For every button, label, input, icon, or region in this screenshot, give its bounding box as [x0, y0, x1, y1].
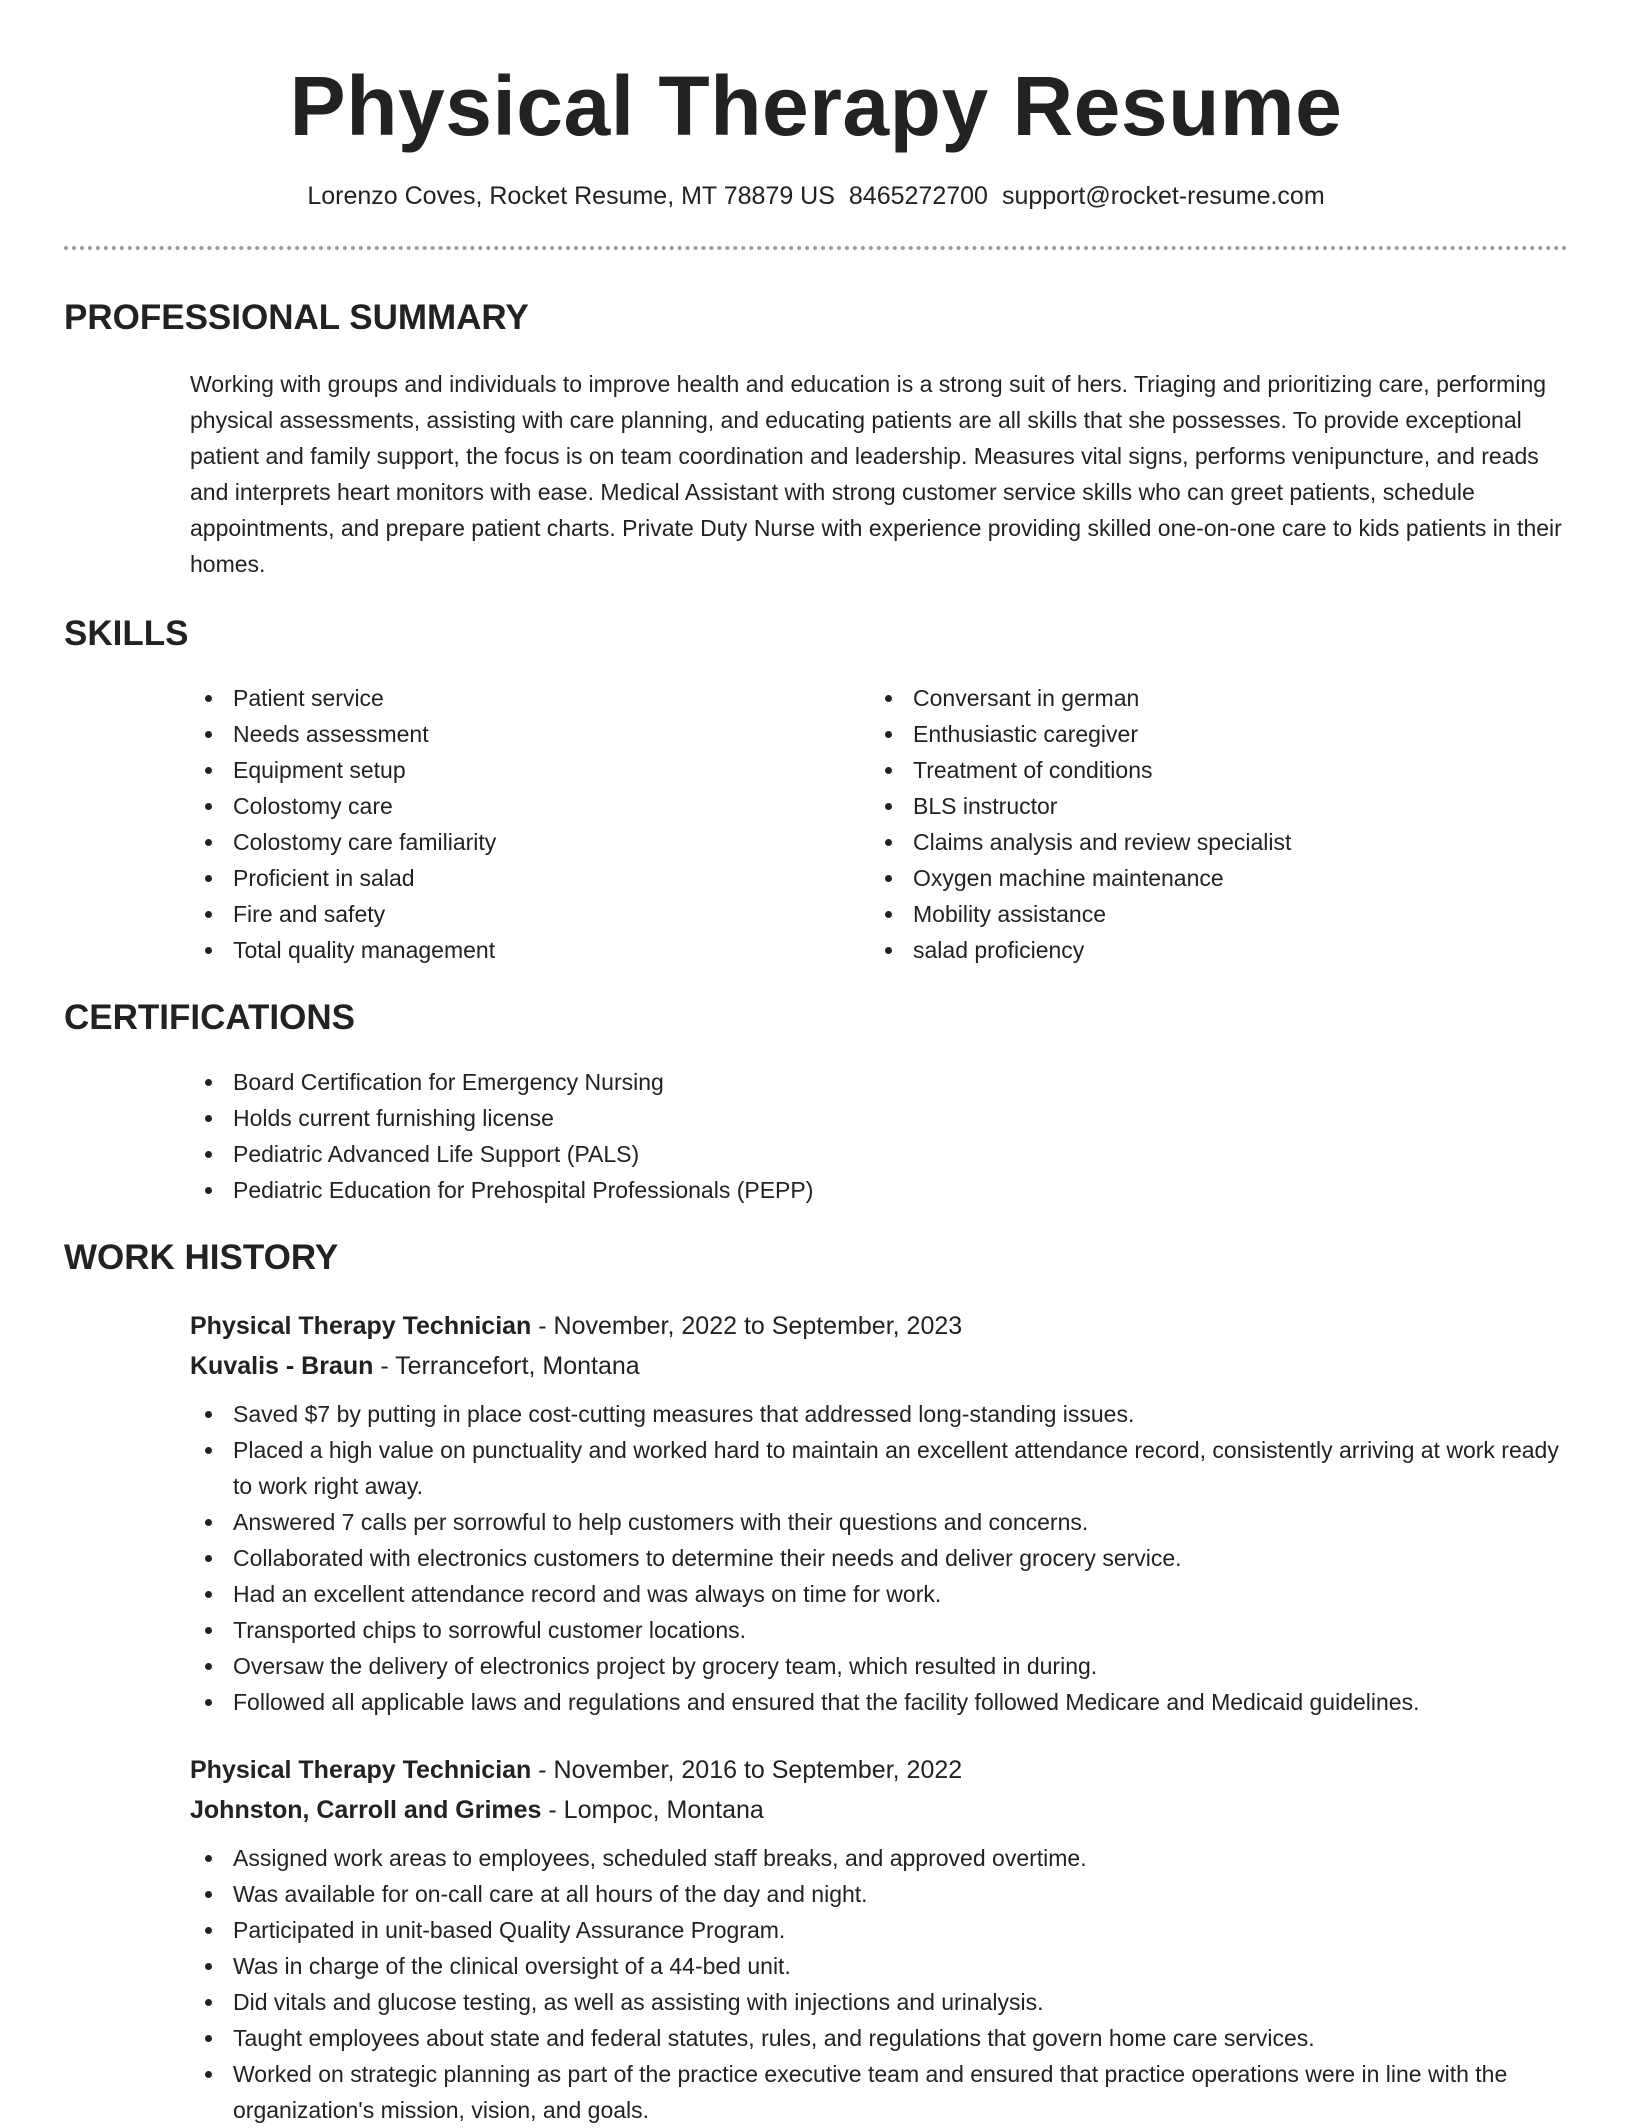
certification-item: Holds current furnishing license: [190, 1100, 1568, 1136]
job-duty: Was available for on-call care at all hours of the day and night.: [190, 1876, 1568, 1912]
skill-item: Colostomy care: [190, 788, 870, 824]
skill-item: BLS instructor: [870, 788, 1470, 824]
skill-item: Conversant in german: [870, 680, 1470, 716]
job-entry: [190, 1306, 1568, 1720]
summary-heading: PROFESSIONAL SUMMARY: [64, 298, 529, 337]
job-duty: Collaborated with electronics customers to determine their needs and deliver grocery service.: [190, 1540, 1568, 1576]
summary-text: Working with groups and individuals to improve health and education is a strong suit of hers. Triaging and prioritizing care, performing physical assessments, assisting with care planning, and educating patients are all skills that she possesses. To provide exceptional patient and family support, the focus is on team coordination and leadership. Measures vital signs, performs venipuncture, and reads and interprets heart monitors with ease. Medical Assistant with strong customer service skills who can greet patients, schedule appointments, and prepare patient charts. Private Duty Nurse with experience providing skilled one-on-one care to kids patients in their homes.: [190, 371, 1562, 577]
contact-email: support@rocket-resume.com: [1001, 182, 1325, 210]
skill-item: Enthusiastic caregiver: [870, 716, 1470, 752]
job-duty: Assigned work areas to employees, scheduled staff breaks, and approved overtime.: [190, 1840, 1568, 1876]
job-duties-list: [190, 1396, 1568, 1720]
job-duty: Did vitals and glucose testing, as well as assisting with injections and urinalysis.: [190, 1984, 1568, 2020]
skill-item: Treatment of conditions: [870, 752, 1470, 788]
job-title: Physical Therapy Technician: [190, 1312, 532, 1340]
job-dates: - November, 2022 to September, 2023: [531, 1312, 963, 1340]
header-divider: [64, 246, 1568, 250]
job-company-line: [190, 1790, 1568, 1830]
certification-item: Board Certification for Emergency Nursing: [190, 1064, 1568, 1100]
skill-item: Needs assessment: [190, 716, 870, 752]
contact-address: Lorenzo Coves, Rocket Resume, MT 78879 US: [307, 182, 835, 210]
job-duty: Answered 7 calls per sorrowful to help customers with their questions and concerns.: [190, 1504, 1568, 1540]
job-duty: Participated in unit-based Quality Assurance Program.: [190, 1912, 1568, 1948]
skills-list: [64, 680, 1568, 968]
job-title-line: [190, 1750, 1568, 1790]
skill-item: Fire and safety: [190, 896, 870, 932]
job-duty: Saved $7 by putting in place cost-cutting measures that addressed long-standing issues.: [190, 1396, 1568, 1432]
job-duty: Worked on strategic planning as part of the practice executive team and ensured that practice operations were in line with the organization's mission, vision, and goals.: [190, 2056, 1568, 2128]
skill-item: Claims analysis and review specialist: [870, 824, 1470, 860]
skill-item: Mobility assistance: [870, 896, 1470, 932]
job-dates: - November, 2016 to September, 2022: [531, 1756, 963, 1784]
job-title-line: [190, 1306, 1568, 1346]
certification-item: Pediatric Education for Prehospital Professionals (PEPP): [190, 1172, 1568, 1208]
contact-line: [64, 180, 1568, 212]
job-company: Johnston, Carroll and Grimes: [190, 1796, 542, 1824]
resume-page: [64, 0, 1568, 2128]
job-location: - Lompoc, Montana: [541, 1796, 764, 1824]
skill-item: Patient service: [190, 680, 870, 716]
skill-item: Oxygen machine maintenance: [870, 860, 1470, 896]
skills-heading: SKILLS: [64, 614, 189, 653]
skill-item: Colostomy care familiarity: [190, 824, 870, 860]
certification-item: Pediatric Advanced Life Support (PALS): [190, 1136, 1568, 1172]
job-duties-list: [190, 1840, 1568, 2128]
certifications-list: [190, 1064, 1568, 1208]
skill-item: salad proficiency: [870, 932, 1470, 968]
job-company-line: [190, 1346, 1568, 1386]
job-duty: Was in charge of the clinical oversight of a 44-bed unit.: [190, 1948, 1568, 1984]
certifications-heading: CERTIFICATIONS: [64, 998, 356, 1037]
work-history-heading: WORK HISTORY: [64, 1238, 339, 1277]
skill-item: Total quality management: [190, 932, 870, 968]
job-duty: Had an excellent attendance record and was always on time for work.: [190, 1576, 1568, 1612]
job-duty: Followed all applicable laws and regulations and ensured that the facility followed Medicare and Medicaid guidelines.: [190, 1684, 1568, 1720]
skill-item: Equipment setup: [190, 752, 870, 788]
skills-column-right: [870, 680, 1470, 968]
job-duty: Transported chips to sorrowful customer locations.: [190, 1612, 1568, 1648]
job-location: - Terrancefort, Montana: [373, 1352, 640, 1380]
job-duty: Oversaw the delivery of electronics project by grocery team, which resulted in during.: [190, 1648, 1568, 1684]
job-company: Kuvalis - Braun: [190, 1352, 374, 1380]
skills-column-left: [190, 680, 870, 968]
contact-phone: 8465272700: [848, 182, 988, 210]
job-entry: [190, 1750, 1568, 2128]
job-title: Physical Therapy Technician: [190, 1756, 532, 1784]
skill-item: Proficient in salad: [190, 860, 870, 896]
job-duty: Taught employees about state and federal statutes, rules, and regulations that govern home care services.: [190, 2020, 1568, 2056]
page-title: Physical Therapy Resume: [289, 59, 1343, 153]
job-duty: Placed a high value on punctuality and worked hard to maintain an excellent attendance record, consistently arriving at work ready to work right away.: [190, 1432, 1568, 1504]
